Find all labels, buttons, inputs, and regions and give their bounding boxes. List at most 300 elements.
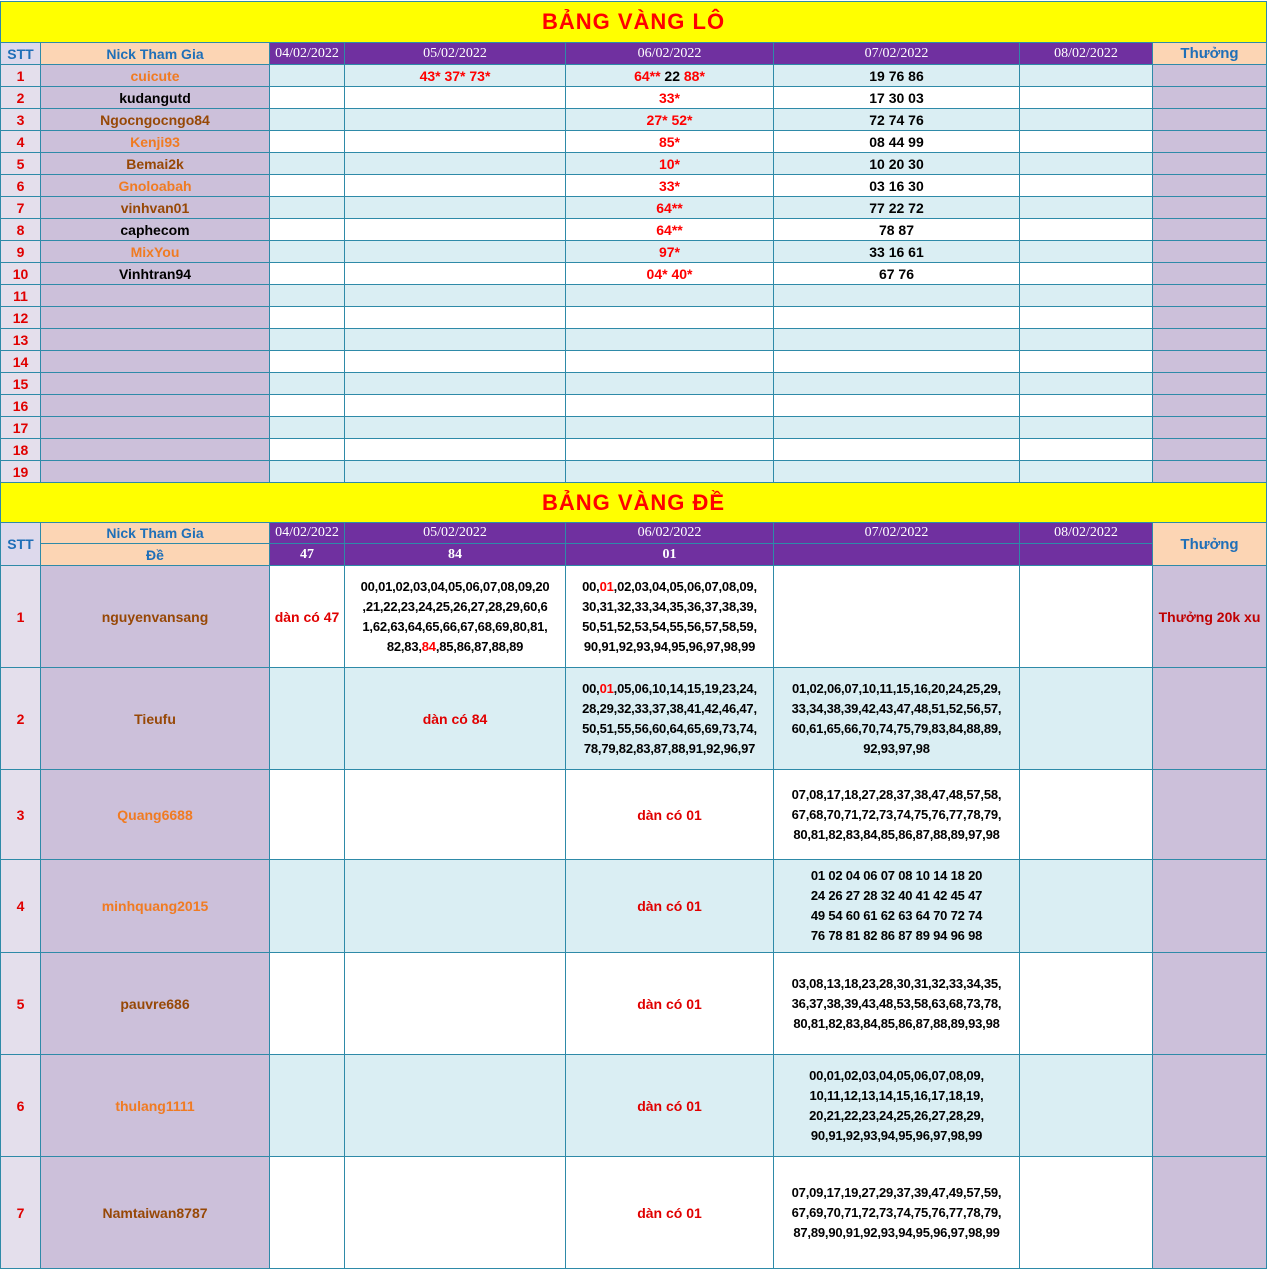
- lo-cell-date-3: [566, 65, 774, 87]
- lo-cell-date-4: [774, 461, 1020, 483]
- de-number-segment: ,21,22,23,24,25,26,27,28,29,60,6: [362, 598, 548, 614]
- lo-cell-date-1: [270, 87, 345, 109]
- lo-row-stt: 16: [1, 395, 41, 417]
- lo-row-prize: [1153, 153, 1267, 175]
- de-row-nick: Tieufu: [41, 668, 270, 770]
- lo-cell-date-1: [270, 65, 345, 87]
- de-number-segment: 01: [599, 680, 614, 696]
- de-cell-empty: [1020, 953, 1153, 1055]
- de-number-line: [775, 866, 1018, 886]
- lo-row-nick: [41, 439, 270, 461]
- de-row-stt: 3: [1, 770, 41, 860]
- de-header-date-4: 07/02/2022: [774, 523, 1020, 544]
- de-number-line: [567, 597, 772, 617]
- lo-header-date-1: 04/02/2022: [270, 43, 345, 65]
- lo-cell-date-1: [270, 197, 345, 219]
- lo-cell-date-5: [1020, 329, 1153, 351]
- lo-row-prize: [1153, 285, 1267, 307]
- de-result-2: 84: [345, 544, 566, 566]
- de-number-segment: 78,79,82,83,87,88,91,92,96,97: [583, 740, 756, 756]
- de-number-segment: 00,01,02,03,04,05,06,07,08,09,: [809, 1067, 984, 1083]
- lo-row-prize: [1153, 395, 1267, 417]
- lo-cell-date-1: [270, 373, 345, 395]
- de-number-line: [775, 805, 1018, 825]
- lo-cell-date-4: [774, 395, 1020, 417]
- lo-cell-date-4: 67 76: [774, 263, 1020, 285]
- de-row: [1, 770, 1267, 860]
- de-number-line: [567, 739, 772, 759]
- de-row: [1, 1055, 1267, 1157]
- de-number-line: [775, 1223, 1018, 1243]
- lo-cell-date-2: [345, 241, 566, 263]
- lo-row: [1, 329, 1267, 351]
- lo-row-nick: Ngocngocngo84: [41, 109, 270, 131]
- de-number-line: [775, 994, 1018, 1014]
- lo-cell-date-1: [270, 351, 345, 373]
- lo-row-prize: [1153, 373, 1267, 395]
- de-cell-number-list: [566, 566, 774, 668]
- de-cell-number-list: [774, 1157, 1020, 1269]
- lo-row-stt: 2: [1, 87, 41, 109]
- de-cell-empty: [345, 1157, 566, 1269]
- lo-cell-date-2: [345, 285, 566, 307]
- lo-row: [1, 87, 1267, 109]
- lo-cell-date-1: [270, 219, 345, 241]
- de-result-4: [774, 544, 1020, 566]
- de-row: [1, 1157, 1267, 1269]
- lo-row-prize: [1153, 329, 1267, 351]
- lo-cell-date-5: [1020, 461, 1153, 483]
- lo-header-stt: STT: [1, 43, 41, 65]
- de-row-prize: [1153, 953, 1267, 1055]
- lo-cell-date-1: [270, 395, 345, 417]
- lo-cell-date-4: 77 22 72: [774, 197, 1020, 219]
- de-header-date-5: 08/02/2022: [1020, 523, 1153, 544]
- de-number-line: [775, 739, 1018, 759]
- lo-row-nick: vinhvan01: [41, 197, 270, 219]
- de-number-segment: 49 54 60 61 62 63 64 70 72 74: [810, 908, 983, 923]
- de-number-segment: ,05,06,10,14,15,19,23,24,: [613, 680, 757, 696]
- lo-cell-date-3: [566, 373, 774, 395]
- lo-header-date-5: 08/02/2022: [1020, 43, 1153, 65]
- lo-row-prize: [1153, 87, 1267, 109]
- lo-row: [1, 263, 1267, 285]
- de-number-segment: 03,08,13,18,23,28,30,31,32,33,34,35,: [791, 975, 1002, 991]
- de-number-segment: 82,83,: [386, 638, 422, 654]
- de-number-line: [775, 785, 1018, 805]
- de-number-line: [775, 886, 1018, 906]
- lo-row-nick: Bemai2k: [41, 153, 270, 175]
- lo-cell-date-5: [1020, 87, 1153, 109]
- lo-cell-date-5: [1020, 285, 1153, 307]
- lo-cell-date-5: [1020, 373, 1153, 395]
- lo-row: [1, 175, 1267, 197]
- de-row-stt: 5: [1, 953, 41, 1055]
- de-cell-dan-note: dàn có 01: [566, 1055, 774, 1157]
- de-cell-empty: [270, 860, 345, 953]
- lo-number-segment: 22: [660, 67, 684, 84]
- de-cell-empty: [1020, 566, 1153, 668]
- de-number-line: [346, 577, 564, 597]
- de-number-line: [775, 1066, 1018, 1086]
- lo-cell-date-1: [270, 131, 345, 153]
- lo-cell-date-4: 10 20 30: [774, 153, 1020, 175]
- de-cell-dan-note: dàn có 01: [566, 953, 774, 1055]
- lo-cell-date-4: [774, 329, 1020, 351]
- de-number-line: [775, 1106, 1018, 1126]
- de-number-segment: 00,: [582, 578, 600, 594]
- de-number-segment: 07,09,17,19,27,29,37,39,47,49,57,59,: [791, 1184, 1002, 1200]
- de-number-line: [567, 577, 772, 597]
- lo-cell-date-2: [345, 219, 566, 241]
- de-row-prize: Thưởng 20k xu: [1153, 566, 1267, 668]
- lo-number-segment: 64**: [656, 221, 683, 238]
- lo-row-stt: 3: [1, 109, 41, 131]
- lo-cell-date-5: [1020, 65, 1153, 87]
- de-number-line: [567, 699, 772, 719]
- de-number-segment: 24 26 27 28 32 40 41 42 45 47: [810, 888, 983, 903]
- lo-cell-date-3: [566, 219, 774, 241]
- lo-row: [1, 241, 1267, 263]
- de-cell-empty: [1020, 1055, 1153, 1157]
- lo-cell-date-3: [566, 395, 774, 417]
- de-number-line: [775, 974, 1018, 994]
- lo-cell-date-4: 08 44 99: [774, 131, 1020, 153]
- lo-cell-date-1: [270, 439, 345, 461]
- lo-cell-date-2: [345, 197, 566, 219]
- lo-row: [1, 153, 1267, 175]
- de-number-segment: 00,: [582, 680, 600, 696]
- de-header-stt: STT: [1, 523, 41, 566]
- de-number-line: [775, 1203, 1018, 1223]
- de-header-nick: Nick Tham Gia: [41, 523, 270, 544]
- lo-cell-date-5: [1020, 241, 1153, 263]
- lo-number-segment: 64**: [656, 199, 683, 216]
- lo-row-prize: [1153, 175, 1267, 197]
- lo-cell-date-5: [1020, 351, 1153, 373]
- de-number-segment: 36,37,38,39,43,48,53,58,63,68,73,78,: [791, 995, 1002, 1011]
- lo-cell-date-2: [345, 87, 566, 109]
- de-number-segment: 01,02,06,07,10,11,15,16,20,24,25,29,: [792, 680, 1001, 696]
- lo-row-nick: caphecom: [41, 219, 270, 241]
- de-number-segment: 67,68,70,71,72,73,74,75,76,77,78,79,: [791, 806, 1002, 822]
- lo-row: [1, 109, 1267, 131]
- lo-cell-date-3: [566, 417, 774, 439]
- de-number-segment: 28,29,32,33,37,38,41,42,46,47,: [582, 700, 757, 716]
- lo-cell-date-5: [1020, 175, 1153, 197]
- lo-cell-date-4: 17 30 03: [774, 87, 1020, 109]
- lo-cell-date-5: [1020, 439, 1153, 461]
- de-cell-number-list: [774, 860, 1020, 953]
- lo-number-segment: 33*: [658, 177, 681, 194]
- lo-cell-date-2: [345, 175, 566, 197]
- de-number-segment: 84: [421, 638, 436, 654]
- lo-cell-date-3: [566, 109, 774, 131]
- lo-cell-date-4: [774, 351, 1020, 373]
- lo-row-stt: 12: [1, 307, 41, 329]
- de-cell-dan-note: dàn có 84: [345, 668, 566, 770]
- lo-cell-date-5: [1020, 395, 1153, 417]
- lo-cell-date-2: [345, 461, 566, 483]
- de-row-nick: thulang1111: [41, 1055, 270, 1157]
- lo-row-stt: 15: [1, 373, 41, 395]
- lo-table: [0, 1, 1267, 483]
- lo-cell-date-4: [774, 307, 1020, 329]
- de-cell-empty: [1020, 668, 1153, 770]
- lo-number-segment: 88*: [683, 67, 705, 84]
- lo-cell-date-1: [270, 285, 345, 307]
- lo-cell-date-3: [566, 87, 774, 109]
- lo-row-prize: [1153, 417, 1267, 439]
- lo-row-nick: Gnoloabah: [41, 175, 270, 197]
- lo-cell-date-2: [345, 109, 566, 131]
- de-header-prize: Thưởng: [1153, 523, 1267, 566]
- lo-row-stt: 5: [1, 153, 41, 175]
- lo-cell-date-5: [1020, 219, 1153, 241]
- lo-row-stt: 19: [1, 461, 41, 483]
- lo-row: [1, 417, 1267, 439]
- lo-row: [1, 131, 1267, 153]
- lo-row: [1, 65, 1267, 87]
- de-number-segment: 92,93,97,98: [863, 740, 930, 756]
- lo-row-prize: [1153, 109, 1267, 131]
- de-title: BẢNG VÀNG ĐỀ: [1, 483, 1267, 523]
- de-number-line: [775, 1183, 1018, 1203]
- de-cell-empty: [270, 953, 345, 1055]
- lo-row-prize: [1153, 131, 1267, 153]
- de-number-line: [775, 719, 1018, 739]
- de-cell-number-list: [774, 953, 1020, 1055]
- de-number-segment: 50,51,52,53,54,55,56,57,58,59,: [582, 618, 757, 634]
- de-row-stt: 6: [1, 1055, 41, 1157]
- de-row-prize: [1153, 860, 1267, 953]
- de-number-line: [346, 637, 564, 657]
- lo-row-prize: [1153, 197, 1267, 219]
- de-row-nick: Quang6688: [41, 770, 270, 860]
- lo-row-nick: kudangutd: [41, 87, 270, 109]
- lo-row: [1, 461, 1267, 483]
- de-cell-empty: [1020, 1157, 1153, 1269]
- de-cell-empty: [1020, 770, 1153, 860]
- de-number-segment: 67,69,70,71,72,73,74,75,76,77,78,79,: [791, 1204, 1002, 1220]
- de-number-segment: 76 78 81 82 86 87 89 94 96 98: [810, 928, 983, 943]
- de-number-line: [567, 637, 772, 657]
- lo-row-nick: [41, 351, 270, 373]
- lo-row-stt: 9: [1, 241, 41, 263]
- lo-cell-date-4: [774, 285, 1020, 307]
- de-row: [1, 668, 1267, 770]
- de-number-segment: 07,08,17,18,27,28,37,38,47,48,57,58,: [791, 786, 1002, 802]
- de-cell-dan-note: dàn có 01: [566, 860, 774, 953]
- lo-cell-date-3: [566, 263, 774, 285]
- lo-row: [1, 307, 1267, 329]
- lo-row-prize: [1153, 439, 1267, 461]
- de-number-line: [775, 679, 1018, 699]
- de-cell-empty: [345, 1055, 566, 1157]
- lo-row: [1, 197, 1267, 219]
- lo-header-date-4: 07/02/2022: [774, 43, 1020, 65]
- de-row: [1, 953, 1267, 1055]
- lo-cell-date-2: [345, 439, 566, 461]
- lo-cell-date-2: [345, 65, 566, 87]
- de-number-segment: 00,01,02,03,04,05,06,07,08,09,20: [360, 578, 550, 594]
- lo-header-date-2: 05/02/2022: [345, 43, 566, 65]
- lo-cell-date-1: [270, 153, 345, 175]
- lo-number-segment: 10*: [658, 155, 681, 172]
- lo-number-segment: 64**: [634, 67, 661, 84]
- lo-row-stt: 11: [1, 285, 41, 307]
- lo-cell-date-3: [566, 329, 774, 351]
- de-number-segment: 80,81,82,83,84,85,86,87,88,89,93,98: [793, 1015, 1000, 1031]
- lo-row-nick: [41, 417, 270, 439]
- lo-row: [1, 351, 1267, 373]
- de-cell-empty: [270, 770, 345, 860]
- de-cell-empty: [345, 953, 566, 1055]
- lo-cell-date-2: [345, 153, 566, 175]
- de-cell-number-list: [774, 1055, 1020, 1157]
- de-number-line: [346, 617, 564, 637]
- lo-cell-date-3: [566, 461, 774, 483]
- de-number-segment: 50,51,55,56,60,64,65,69,73,74,: [582, 720, 757, 736]
- lo-row-nick: MixYou: [41, 241, 270, 263]
- de-result-3: 01: [566, 544, 774, 566]
- de-number-segment: 30,31,32,33,34,35,36,37,38,39,: [582, 598, 757, 614]
- lo-row-stt: 1: [1, 65, 41, 87]
- lo-cell-date-5: [1020, 307, 1153, 329]
- de-number-segment: 10,11,12,13,14,15,16,17,18,19,: [809, 1087, 984, 1103]
- lo-row: [1, 373, 1267, 395]
- de-number-line: [775, 1014, 1018, 1034]
- lo-row-prize: [1153, 461, 1267, 483]
- de-number-segment: 01: [599, 578, 614, 594]
- lo-cell-date-3: [566, 351, 774, 373]
- de-number-segment: 60,61,65,66,70,74,75,79,83,84,88,89,: [791, 720, 1002, 736]
- lo-cell-date-1: [270, 175, 345, 197]
- de-cell-dan-note: dàn có 01: [566, 770, 774, 860]
- de-row-nick: pauvre686: [41, 953, 270, 1055]
- de-row-prize: [1153, 1157, 1267, 1269]
- de-header-de-label: Đề: [41, 544, 270, 566]
- lo-row-nick: [41, 329, 270, 351]
- de-number-line: [775, 1086, 1018, 1106]
- lo-cell-date-4: 33 16 61: [774, 241, 1020, 263]
- lo-row-nick: [41, 285, 270, 307]
- de-number-line: [775, 906, 1018, 926]
- lo-row-stt: 18: [1, 439, 41, 461]
- lo-row-stt: 10: [1, 263, 41, 285]
- de-cell-empty: [270, 668, 345, 770]
- de-cell-number-list: [774, 668, 1020, 770]
- lo-cell-date-2: [345, 417, 566, 439]
- lo-cell-date-4: 78 87: [774, 219, 1020, 241]
- de-row-prize: [1153, 770, 1267, 860]
- lo-row-nick: [41, 373, 270, 395]
- lo-cell-date-3: [566, 241, 774, 263]
- de-row-nick: minhquang2015: [41, 860, 270, 953]
- lo-header-nick: Nick Tham Gia: [41, 43, 270, 65]
- de-cell-number-list: [774, 770, 1020, 860]
- lo-row-prize: [1153, 219, 1267, 241]
- de-row-nick: nguyenvansang: [41, 566, 270, 668]
- de-row-prize: [1153, 1055, 1267, 1157]
- lo-cell-date-1: [270, 263, 345, 285]
- lo-cell-date-5: [1020, 417, 1153, 439]
- de-row: [1, 566, 1267, 668]
- de-header-date-2: 05/02/2022: [345, 523, 566, 544]
- de-result-5: [1020, 544, 1153, 566]
- de-number-segment: 20,21,22,23,24,25,26,27,28,29,: [809, 1107, 984, 1123]
- lo-row-stt: 8: [1, 219, 41, 241]
- de-number-line: [567, 679, 772, 699]
- de-row-stt: 2: [1, 668, 41, 770]
- lo-row-nick: [41, 461, 270, 483]
- lo-cell-date-4: [774, 417, 1020, 439]
- de-number-line: [775, 1126, 1018, 1146]
- de-row-nick: Namtaiwan8787: [41, 1157, 270, 1269]
- lo-cell-date-2: [345, 263, 566, 285]
- lo-cell-date-2: [345, 329, 566, 351]
- lo-cell-date-5: [1020, 153, 1153, 175]
- lo-cell-date-4: [774, 439, 1020, 461]
- lo-cell-date-2: [345, 351, 566, 373]
- de-cell-dan-note: dàn có 47: [270, 566, 345, 668]
- lo-row-prize: [1153, 307, 1267, 329]
- lo-cell-date-4: 03 16 30: [774, 175, 1020, 197]
- lo-row-nick: [41, 395, 270, 417]
- de-header-date-1: 04/02/2022: [270, 523, 345, 544]
- lo-row-prize: [1153, 351, 1267, 373]
- de-number-line: [346, 597, 564, 617]
- lo-row-stt: 17: [1, 417, 41, 439]
- de-number-segment: 90,91,92,93,94,95,96,97,98,99: [810, 1127, 983, 1143]
- lo-number-segment: 04* 40*: [646, 265, 693, 282]
- de-row: [1, 860, 1267, 953]
- lo-cell-date-3: [566, 175, 774, 197]
- de-cell-empty: [270, 1055, 345, 1157]
- lo-cell-date-1: [270, 329, 345, 351]
- de-number-line: [775, 825, 1018, 845]
- lo-number-segment: 27* 52*: [646, 111, 693, 128]
- de-cell-empty: [1020, 860, 1153, 953]
- de-number-segment: 01 02 04 06 07 08 10 14 18 20: [810, 868, 983, 883]
- lo-row-prize: [1153, 65, 1267, 87]
- lo-cell-date-4: [774, 373, 1020, 395]
- de-number-segment: ,85,86,87,88,89: [435, 638, 524, 654]
- lo-cell-date-1: [270, 241, 345, 263]
- de-number-segment: 33,34,38,39,42,43,47,48,51,52,56,57,: [791, 700, 1002, 716]
- de-header-date-3: 06/02/2022: [566, 523, 774, 544]
- lo-row-stt: 14: [1, 351, 41, 373]
- lo-cell-date-4: 19 76 86: [774, 65, 1020, 87]
- lo-cell-date-2: [345, 395, 566, 417]
- lo-cell-date-4: 72 74 76: [774, 109, 1020, 131]
- lo-cell-date-3: [566, 285, 774, 307]
- lo-row-nick: Vinhtran94: [41, 263, 270, 285]
- lo-row-nick: Kenji93: [41, 131, 270, 153]
- lo-row-stt: 4: [1, 131, 41, 153]
- de-result-1: 47: [270, 544, 345, 566]
- lo-cell-date-3: [566, 153, 774, 175]
- lo-row-nick: [41, 307, 270, 329]
- lo-row-nick: cuicute: [41, 65, 270, 87]
- lo-header-date-3: 06/02/2022: [566, 43, 774, 65]
- lo-row-stt: 7: [1, 197, 41, 219]
- de-cell-number-list: [345, 566, 566, 668]
- de-number-line: [567, 617, 772, 637]
- lo-cell-date-1: [270, 417, 345, 439]
- de-number-segment: 80,81,82,83,84,85,86,87,88,89,97,98: [793, 826, 1000, 842]
- lo-cell-date-3: [566, 197, 774, 219]
